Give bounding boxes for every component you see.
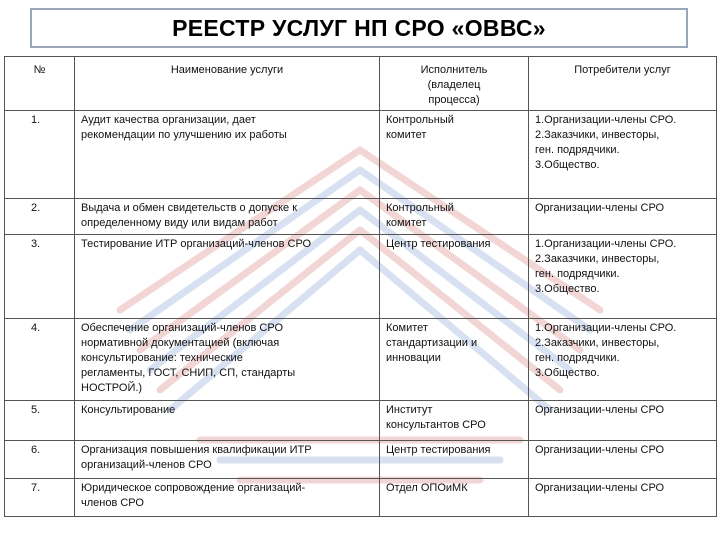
service-name: Организация повышения квалификации ИТР организаций-членов СРО — [75, 441, 380, 479]
service-consumers: 1.Организации-члены СРО. 2.Заказчики, инвесторы, ген. подрядчики. 3.Общество. — [529, 319, 717, 401]
row-number: 2. — [5, 199, 75, 235]
service-name: Юридическое сопровождение организаций- членов СРО — [75, 479, 380, 517]
header-service-name: Наименование услуги — [75, 57, 380, 111]
service-name: Выдача и обмен свидетельств о допуске к определенному виду или видам работ — [75, 199, 380, 235]
service-executor: Центр тестирования — [380, 235, 529, 319]
header-number: № — [5, 57, 75, 111]
services-registry-table — [4, 56, 717, 517]
table-header-row — [5, 57, 717, 111]
service-consumers: Организации-члены СРО — [529, 199, 717, 235]
service-consumers: 1.Организации-члены СРО. 2.Заказчики, инвесторы, ген. подрядчики. 3.Общество. — [529, 111, 717, 199]
row-number: 7. — [5, 479, 75, 517]
service-executor: Институт консультантов СРО — [380, 401, 529, 441]
service-name: Обеспечение организаций-членов СРО нормативной документацией (включая консультирование: технические регламенты, ГОСТ, СНИП, СП, стандарты НОСТРОЙ.) — [75, 319, 380, 401]
service-consumers: Организации-члены СРО — [529, 441, 717, 479]
service-consumers: Организации-члены СРО — [529, 479, 717, 517]
row-number: 3. — [5, 235, 75, 319]
table-row — [5, 319, 717, 401]
service-executor: Комитет стандартизации и инновации — [380, 319, 529, 401]
table-row — [5, 199, 717, 235]
service-executor: Отдел ОПОиМК — [380, 479, 529, 517]
page-title: РЕЕСТР УСЛУГ НП СРО «ОВВС» — [172, 14, 546, 41]
row-number: 1. — [5, 111, 75, 199]
service-name: Консультирование — [75, 401, 380, 441]
service-consumers: Организации-члены СРО — [529, 401, 717, 441]
table-row — [5, 235, 717, 319]
service-name: Тестирование ИТР организаций-членов СРО — [75, 235, 380, 319]
table-row — [5, 401, 717, 441]
service-executor: Контрольный комитет — [380, 199, 529, 235]
table-row — [5, 441, 717, 479]
service-executor: Контрольный комитет — [380, 111, 529, 199]
header-executor: Исполнитель (владелец процесса) — [380, 57, 529, 111]
row-number: 5. — [5, 401, 75, 441]
table-row — [5, 479, 717, 517]
service-consumers: 1.Организации-члены СРО. 2.Заказчики, инвесторы, ген. подрядчики. 3.Общество. — [529, 235, 717, 319]
row-number: 6. — [5, 441, 75, 479]
title-box — [30, 8, 688, 48]
service-executor: Центр тестирования — [380, 441, 529, 479]
service-name: Аудит качества организации, дает рекомендации по улучшению их работы — [75, 111, 380, 199]
table-row — [5, 111, 717, 199]
header-consumers: Потребители услуг — [529, 57, 717, 111]
row-number: 4. — [5, 319, 75, 401]
